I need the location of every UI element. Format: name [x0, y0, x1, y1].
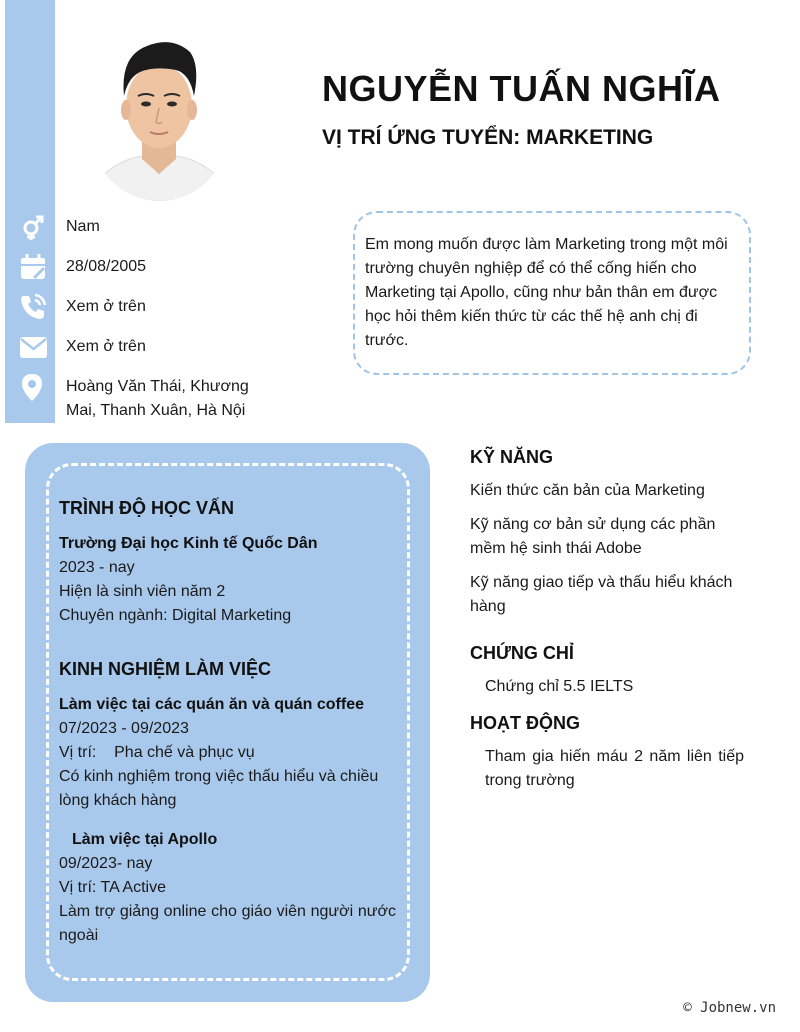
calendar-icon — [18, 252, 48, 282]
objective-text: Em mong muốn được làm Marketing trong một môi trường chuyên nghiệp để có thể cống hiến cho Marketing tại Apollo, cũng như bản thân em được học hỏi thêm kiến thức từ các thế hệ anh chị đi trước. — [365, 236, 728, 349]
birthdate-text: 28/08/2005 — [66, 258, 147, 275]
education-major: Chuyên ngành: Digital Marketing — [59, 607, 292, 624]
education-status: Hiện là sinh viên năm 2 — [59, 583, 226, 600]
email-text: Xem ở trên — [66, 338, 146, 355]
skill-item: Kiến thức căn bản của Marketing — [470, 482, 705, 499]
activity-item: Tham gia hiến máu 2 năm liên tiếp trong trường — [485, 748, 744, 789]
certificate-item: Chứng chỉ 5.5 IELTS — [485, 678, 634, 695]
gender-icon — [18, 212, 48, 242]
experience-heading: KINH NGHIỆM LÀM VIỆC — [59, 659, 272, 679]
education-heading: TRÌNH ĐỘ HỌC VẤN — [59, 498, 234, 518]
skill-item: Kỹ năng cơ bản sử dụng các phần mềm hệ sinh thái Adobe — [470, 516, 716, 557]
address-text: Hoàng Văn Thái, Khương Mai, Thanh Xuân, Hà Nội — [66, 378, 249, 419]
experience-title: Làm việc tại Apollo — [72, 831, 218, 848]
school-name: Trường Đại học Kinh tế Quốc Dân — [59, 535, 318, 552]
activities-heading: HOẠT ĐỘNG — [470, 713, 580, 733]
phone-text: Xem ở trên — [66, 298, 146, 315]
experience-description: Làm trợ giảng online cho giáo viên người nước ngoài — [59, 903, 396, 944]
education-experience-card — [25, 443, 430, 1002]
experience-period: 07/2023 - 09/2023 — [59, 720, 189, 737]
profile-photo — [92, 26, 227, 201]
applied-position: VỊ TRÍ ỨNG TUYỂN: MARKETING — [322, 126, 654, 149]
email-icon — [18, 332, 48, 362]
experience-period: 09/2023- nay — [59, 855, 153, 872]
phone-icon — [18, 292, 48, 322]
experience-role: Vị trí: Pha chế và phục vụ — [59, 744, 255, 761]
skills-heading: KỸ NĂNG — [470, 447, 554, 467]
experience-title: Làm việc tại các quán ăn và quán coffee — [59, 696, 364, 713]
experience-description: Có kinh nghiệm trong việc thấu hiểu và chiều lòng khách hàng — [59, 768, 379, 809]
experience-role: Vị trí: TA Active — [59, 879, 166, 896]
skill-item: Kỹ năng giao tiếp và thấu hiểu khách hàng — [470, 574, 733, 615]
education-period: 2023 - nay — [59, 559, 135, 576]
certificates-heading: CHỨNG CHỈ — [470, 643, 574, 663]
candidate-name: NGUYỄN TUẤN NGHĨA — [322, 68, 721, 109]
gender-text: Nam — [66, 218, 100, 235]
career-objective — [353, 211, 751, 375]
location-icon — [18, 372, 48, 402]
footer-watermark: © Jobnew.vn — [683, 1000, 776, 1016]
